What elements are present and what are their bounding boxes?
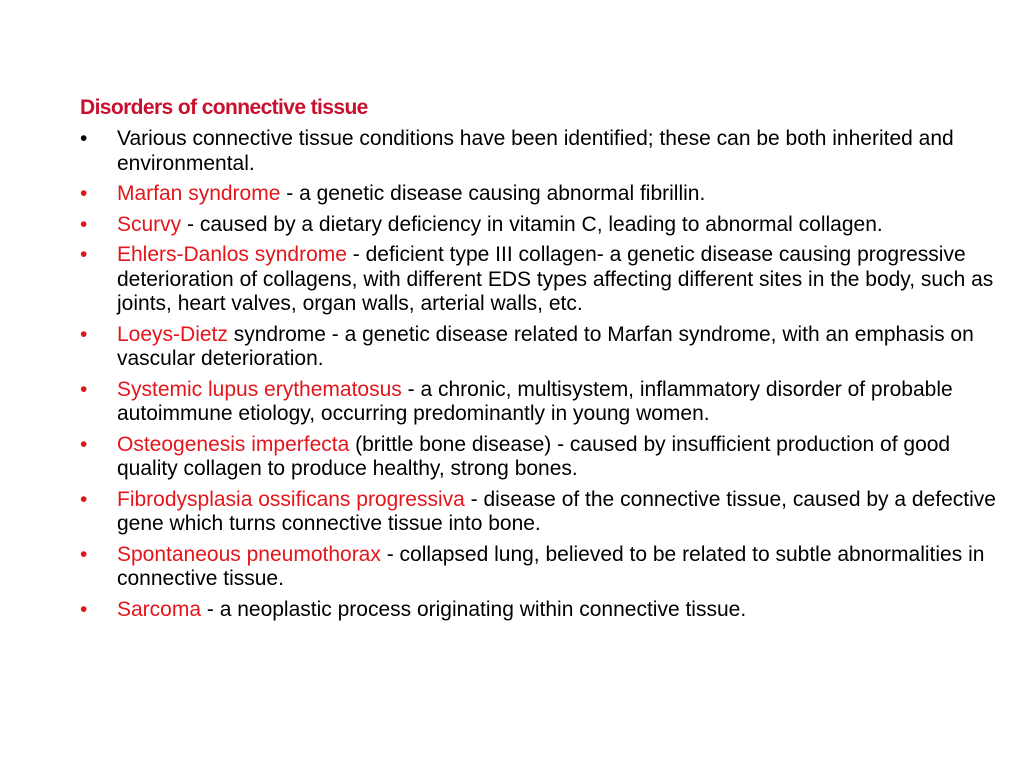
bullet-point-icon: • [80,182,88,205]
bullet-item [80,243,1015,317]
bullet-item [80,127,1015,176]
bullet-item [80,323,1015,372]
slide-title: Disorders of connective tissue [80,96,368,119]
bullet-item [80,598,1015,623]
bullet-term: Systemic lupus erythematosus [117,377,402,401]
bullet-item [80,378,1015,427]
bullet-term: Ehlers-Danlos syndrome [117,243,347,266]
bullet-item [80,543,1015,592]
bullet-item [80,213,1015,238]
bullet-text: - disease of the connective tissue, caused by a defective gene which turns connective tissue into bone. [117,487,996,535]
bullet-term: Sarcoma [117,597,202,621]
bullet-text: - a chronic, multisystem, inflammatory disorder of probable autoimmune etiology, occurring predominantly in young women. [117,377,953,425]
bullet-text: - collapsed lung, believed to be related to subtle abnormalities in connective tissue. [117,542,985,590]
bullet-term: Spontaneous pneumothorax [117,542,381,566]
slide-content [80,94,1015,628]
bullet-item [80,488,1015,537]
bullet-point-icon: • [80,212,88,236]
bullet-point-icon: • [80,243,88,266]
bullet-text: - caused by a dietary deficiency in vitamin C, leading to abnormal collagen. [181,212,883,236]
bullet-text: syndrome - a genetic disease related to Marfan syndrome, with an emphasis on vascular deterioration. [117,322,974,370]
bullet-list [80,127,1015,622]
bullet-term: Osteogenesis imperfecta [117,432,350,456]
bullet-text: - deficient type III collagen- a genetic disease causing progressive deterioration of collagens, with different EDS types affecting different sites in the body, such as joints, heart valves, organ walls, arterial walls, etc. [117,243,994,315]
bullet-point-icon: • [80,542,88,566]
bullet-text: (brittle bone disease) - caused by insufficient production of good quality collagen to produce healthy, strong bones. [117,432,951,480]
bullet-term: Fibrodysplasia ossificans progressiva [117,487,465,511]
bullet-point-icon: • [80,597,88,621]
bullet-term: Loeys-Dietz [117,322,228,346]
bullet-text: Various connective tissue conditions have been identified; these can be both inherited and environmental. [117,127,954,175]
bullet-term: Marfan syndrome [117,182,281,205]
bullet-text: - a neoplastic process originating within connective tissue. [201,597,747,621]
bullet-point-icon: • [80,487,88,511]
bullet-item [80,182,1015,207]
bullet-point-icon: • [80,377,88,401]
bullet-text: - a genetic disease causing abnormal fibrillin. [280,182,706,205]
bullet-term: Scurvy [117,212,182,236]
bullet-point-icon: • [80,322,88,346]
bullet-point-icon: • [80,127,88,150]
bullet-point-icon: • [80,432,88,456]
bullet-item [80,433,1015,482]
